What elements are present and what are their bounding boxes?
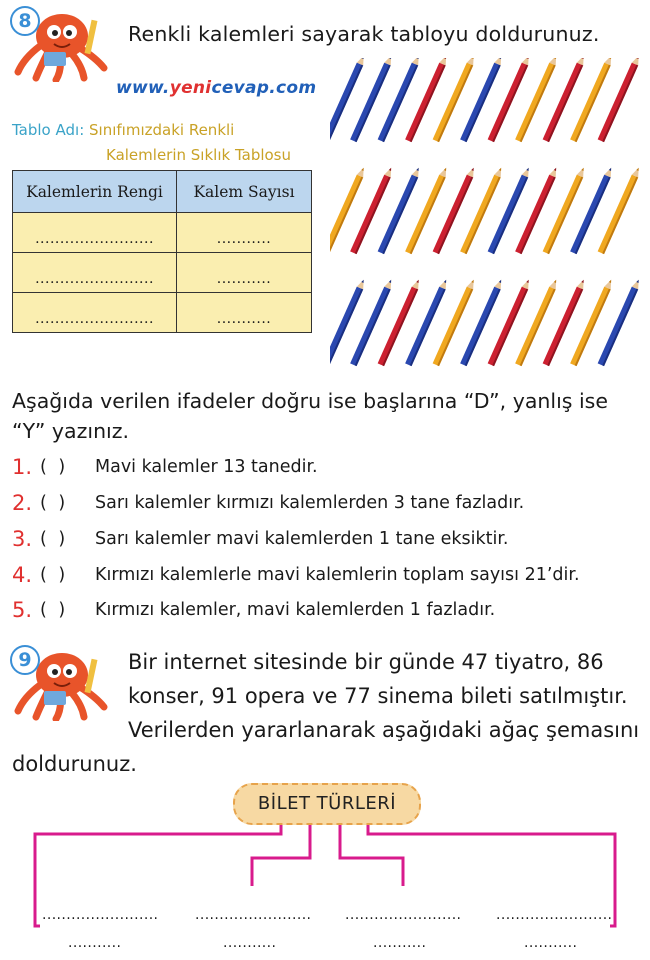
table-cell-count-blank[interactable]: ...........	[177, 293, 312, 333]
statement-number: 4.	[12, 563, 33, 587]
leaf-blank-top[interactable]: ........................	[496, 907, 613, 923]
website-prefix: www.	[116, 78, 170, 98]
statement-text: Kırmızı kalemlerle mavi kalemlerin toplam sayısı 21’dir.	[95, 565, 580, 585]
question-9-line1: Bir internet sitesinde bir günde 47 tiyatro, 86	[128, 650, 604, 674]
leaf-blank-bottom[interactable]: ...........	[68, 935, 122, 951]
leaf-blank-bottom[interactable]: ...........	[373, 935, 427, 951]
table-cell-count-blank[interactable]: ...........	[177, 213, 312, 253]
statement-text: Sarı kalemler mavi kalemlerden 1 tane eksiktir.	[95, 529, 509, 549]
table-caption-label: Tablo Adı:	[12, 121, 85, 139]
statement-number: 1.	[12, 455, 33, 479]
question-number-badge: 9	[10, 645, 40, 675]
leaf-blank-top[interactable]: ........................	[345, 907, 462, 923]
website-brand-a: yeni	[169, 78, 212, 98]
question-9-line3: Verilerden yararlanarak aşağıdaki ağaç şemasını	[128, 718, 640, 742]
instruction-line-1: Aşağıda verilen ifadeler doğru ise başlarına “D”, yanlış ise	[12, 389, 608, 413]
question-number-badge: 8	[10, 6, 40, 36]
table-cell-color-blank[interactable]: ........................	[13, 293, 177, 333]
statement-text: Kırmızı kalemler, mavi kalemlerden 1 fazladır.	[95, 600, 496, 620]
leaf-blank-top[interactable]: ........................	[42, 907, 159, 923]
statement-number: 3.	[12, 527, 33, 551]
question-9-line2: konser, 91 opera ve 77 sinema bileti satılmıştır.	[128, 684, 628, 708]
table-cell-color-blank[interactable]: ........................	[13, 213, 177, 253]
leaf-blank-top[interactable]: ........................	[195, 907, 312, 923]
answer-box[interactable]: ( )	[40, 529, 69, 549]
website-suffix: .com	[269, 78, 317, 98]
leaf-blank-bottom[interactable]: ...........	[524, 935, 578, 951]
leaf-blank-bottom[interactable]: ...........	[223, 935, 277, 951]
answer-box[interactable]: ( )	[40, 565, 69, 585]
statement-text: Sarı kalemler kırmızı kalemlerden 3 tane fazladır.	[95, 493, 525, 513]
table-header-count: Kalem Sayısı	[177, 171, 312, 213]
statement-number: 2.	[12, 491, 33, 515]
table-cell-count-blank[interactable]: ...........	[177, 253, 312, 293]
tree-root-ticket-types: BİLET TÜRLERİ	[233, 783, 421, 825]
table-caption-line2: Kalemlerin Sıklık Tablosu	[106, 146, 292, 164]
statement-text: Mavi kalemler 13 tanedir.	[95, 457, 318, 477]
table-caption-line1: Sınıfımızdaki Renkli	[89, 121, 235, 139]
question-8-title: Renkli kalemleri sayarak tabloyu doldurunuz.	[128, 22, 600, 46]
answer-box[interactable]: ( )	[40, 600, 69, 620]
website-brand-b: cevap	[211, 78, 270, 98]
table-cell-color-blank[interactable]: ........................	[13, 253, 177, 293]
statement-number: 5.	[12, 598, 33, 622]
table-header-color: Kalemlerin Rengi	[13, 171, 177, 213]
instruction-line-2: “Y” yazınız.	[12, 419, 130, 443]
question-9-line4: doldurunuz.	[12, 752, 137, 776]
answer-box[interactable]: ( )	[40, 493, 69, 513]
answer-box[interactable]: ( )	[40, 457, 69, 477]
